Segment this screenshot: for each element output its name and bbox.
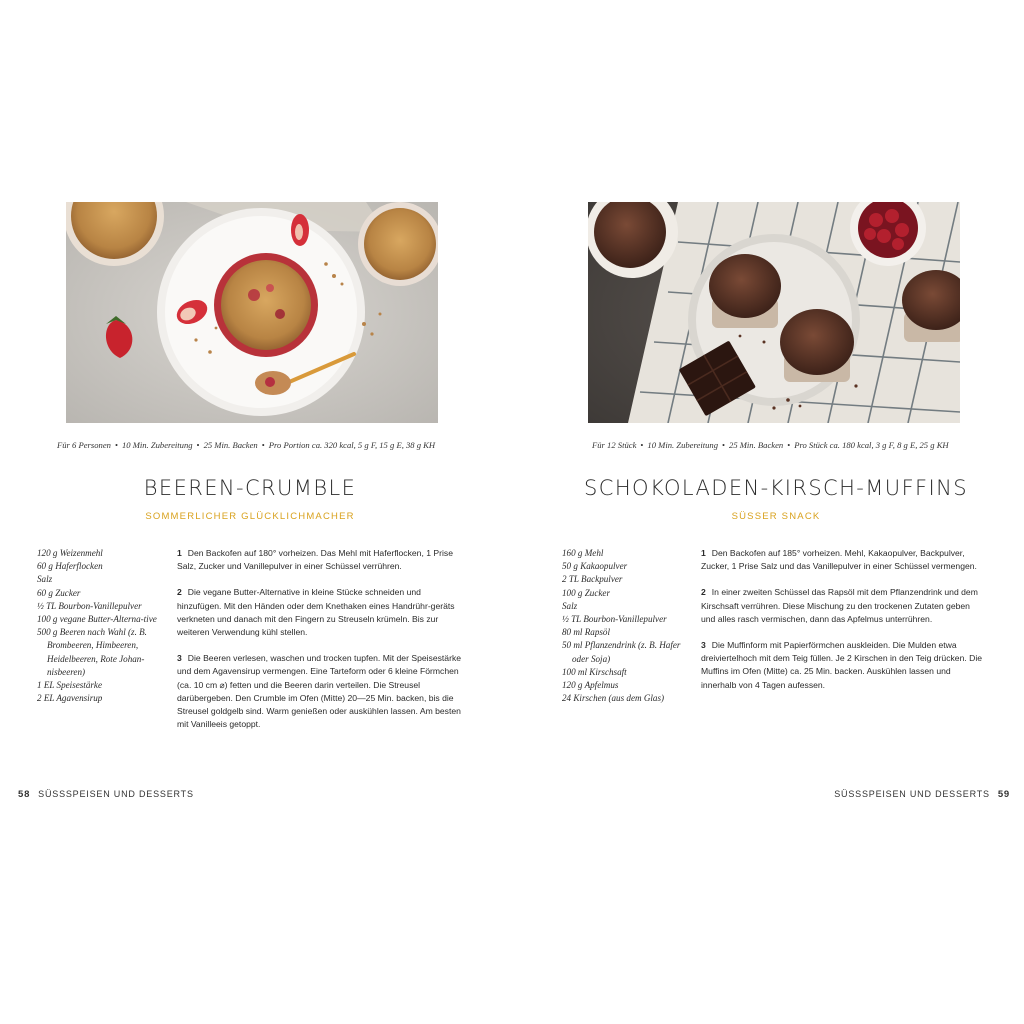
ingredient-item: 80 ml Rapsöl: [562, 627, 610, 638]
ingredient-item: 60 g Haferflocken: [37, 561, 103, 572]
step-text: Den Backofen auf 180° vorheizen. Das Mehl mit Haferflocken, 1 Prise Salz, Zucker und Vanillepulver in einer Schüssel verrühren.: [177, 548, 453, 572]
instruction-step: [177, 547, 462, 573]
ingredient-item: ½ TL Bourbon-Vanillepulver: [37, 600, 142, 611]
ingredient-item: 100 g Zucker: [562, 587, 610, 598]
instruction-step: [701, 547, 986, 573]
instruction-list: [177, 547, 462, 744]
ingredient-item: 160 g Mehl: [562, 548, 604, 558]
instruction-step: [701, 639, 986, 692]
step-text: Die vegane Butter-Alternative in kleine Stücke schneiden und hinzufügen. Mit den Händen oder dem Knethaken eines Handrühr-geräts verkneten und danach mit den Fingern zu Streuseln krümeln. Bis zur weiteren Verwendung kühl stellen.: [177, 587, 455, 638]
recipe-meta: [57, 440, 457, 450]
ingredient-item: 120 g Weizenmehl: [37, 548, 103, 558]
instruction-list: [701, 547, 986, 705]
page-footer: [18, 789, 194, 800]
prep-time: 10 Min. Zubereitung: [647, 440, 718, 450]
servings: Für 12 Stück: [592, 440, 637, 450]
nutrition-info: Pro Stück ca. 180 kcal, 3 g F, 8 g E, 25 g KH: [794, 440, 949, 450]
bullet-separator: •: [261, 440, 265, 450]
step-text: Den Backofen auf 185° vorheizen. Mehl, Kakaopulver, Backpulver, Zucker, 1 Prise Salz und das Vanillepulver in einer Schüssel vermengen.: [701, 548, 977, 572]
ingredient-item: Salz: [37, 574, 53, 585]
section-title: SÜSSSPEISEN UND DESSERTS: [38, 789, 194, 799]
right-page: [512, 0, 1024, 1024]
recipe-subtitle: SÜSSER SNACK: [731, 511, 821, 522]
nutrition-info: Pro Portion ca. 320 kcal, 5 g F, 15 g E, 38 g KH: [268, 440, 436, 450]
ingredient-item: 100 g vegane Butter-Alterna-tive: [37, 614, 157, 625]
ingredient-item: 500 g Beeren nach Wahl (z. B. Brombeeren, Himbeeren, Heidelbeeren, Rote Johan-nisbeeren): [37, 627, 147, 677]
step-number: 3: [701, 640, 706, 651]
ingredient-item: 60 g Zucker: [37, 587, 81, 598]
bullet-separator: •: [640, 440, 644, 450]
page-number: 59: [997, 789, 1010, 800]
step-text: In einer zweiten Schüssel das Rapsöl mit dem Pflanzendrink und dem Kirschsaft verrühren. Diese Mischung zu den trockenen Zutaten geben und alles rasch vermischen, dann das Apfelmus unterrühren.: [701, 587, 978, 624]
page-number: 58: [18, 789, 31, 800]
ingredient-item: 2 TL Backpulver: [562, 574, 623, 585]
muffins-photo: [588, 202, 960, 423]
ingredient-item: 1 EL Speisestärke: [37, 680, 102, 691]
bake-time: 25 Min. Backen: [203, 440, 258, 450]
step-number: 3: [177, 653, 182, 664]
step-number: 2: [701, 587, 706, 598]
instruction-step: [177, 652, 462, 731]
bullet-separator: •: [196, 440, 200, 450]
recipe-meta: [592, 440, 992, 450]
instruction-step: [701, 586, 986, 626]
instruction-step: [177, 586, 462, 639]
ingredient-list: [37, 547, 167, 705]
bullet-separator: •: [787, 440, 791, 450]
step-text: Die Beeren verlesen, waschen und trocken tupfen. Mit der Speisestärke und dem Agavensirup vermengen. Eine Tarteform oder 6 kleine Förmchen (ca. 10 cm ⌀) fetten und die Beeren darin verteilen. Die Streusel darübergeben. Den Crumble im Ofen (Mitte) 20—25 Min. backen, bis die Streusel goldgelb sind. Warm genießen oder auskühlen lassen. Am besten mit Vanilleeis getoppt.: [177, 653, 462, 730]
ingredient-item: 120 g Apfelmus: [562, 680, 619, 691]
step-text: Die Muffinform mit Papierförmchen auskleiden. Die Mulden etwa dreiviertelhoch mit dem Teig füllen. Je 2 Kirschen in den Teig drücken. Die Muffins im Ofen (Mitte) ca. 25 Min. backen. Auskühlen lassen und innerhalb von 4 Tagen aufessen.: [701, 640, 983, 690]
ingredient-item: 50 g Kakaopulver: [562, 561, 628, 572]
ingredient-item: 24 Kirschen (aus dem Glas): [562, 693, 665, 704]
recipe-subtitle: SOMMERLICHER GLÜCKLICHMACHER: [145, 511, 355, 522]
step-number: 1: [177, 548, 182, 558]
ingredient-list: [562, 547, 692, 705]
section-title: SÜSSSPEISEN UND DESSERTS: [834, 789, 990, 799]
ingredient-item: ½ TL Bourbon-Vanillepulver: [562, 614, 667, 625]
ingredient-item: 50 ml Pflanzendrink (z. B. Hafer oder Soja): [562, 640, 681, 664]
servings: Für 6 Personen: [57, 440, 111, 450]
recipe-title: BEEREN-CRUMBLE: [143, 476, 357, 500]
bullet-separator: •: [114, 440, 118, 450]
ingredient-item: 100 ml Kirschsaft: [562, 666, 627, 677]
ingredient-item: Salz: [562, 600, 578, 611]
ingredient-item: 2 EL Agavensirup: [37, 693, 103, 704]
step-number: 2: [177, 587, 182, 598]
crumble-photo: [66, 202, 438, 423]
prep-time: 10 Min. Zubereitung: [121, 440, 193, 450]
bullet-separator: •: [722, 440, 726, 450]
page-footer: [834, 789, 1010, 800]
step-number: 1: [701, 548, 706, 558]
recipe-title: SCHOKOLADEN-KIRSCH-MUFFINS: [584, 476, 968, 500]
bake-time: 25 Min. Backen: [729, 440, 784, 450]
